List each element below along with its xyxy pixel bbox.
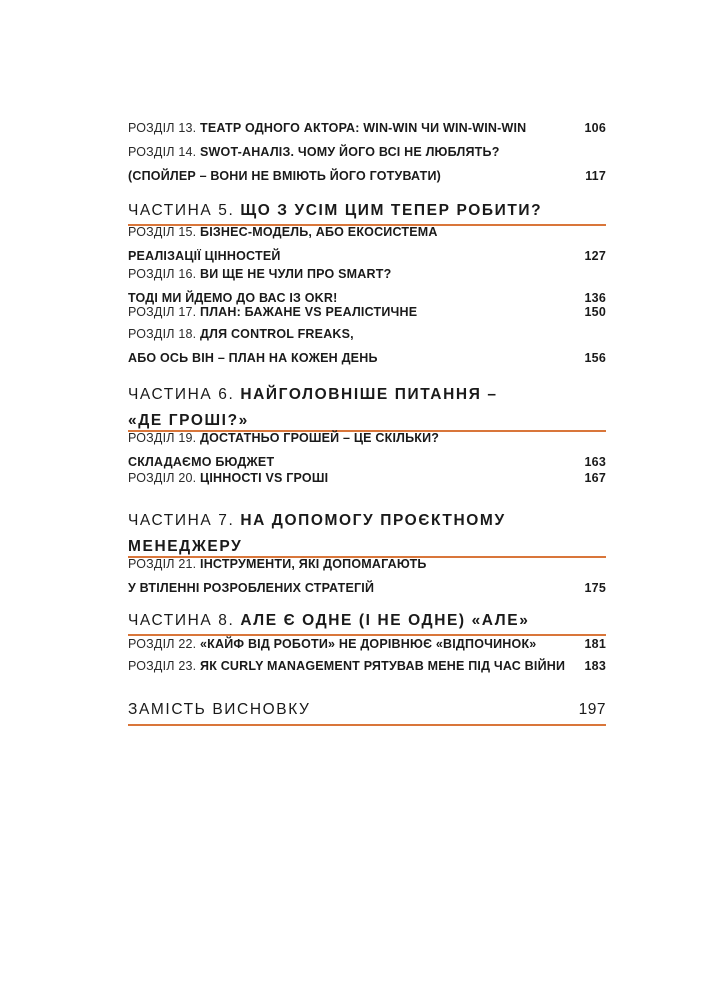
toc-line [128, 466, 606, 490]
page-number: 156 [584, 351, 606, 365]
toc-text [128, 426, 439, 450]
toc-line [128, 262, 606, 286]
toc-entry-section-21[interactable] [128, 552, 606, 600]
part-title-continued: «ДЕ ГРОШІ?» [128, 412, 249, 429]
section-title: ЦІННОСТІ VS ГРОШІ [200, 471, 329, 485]
section-title-continued: АБО ОСЬ ВІН – ПЛАН НА КОЖЕН ДЕНЬ [128, 351, 378, 365]
section-title: SWOT-АНАЛІЗ. ЧОМУ ЙОГО ВСІ НЕ ЛЮБЛЯТЬ? [200, 145, 500, 159]
section-title: «КАЙФ ВІД РОБОТИ» НЕ ДОРІВНЮЄ «ВІДПОЧИНОК» [200, 637, 537, 651]
section-title: ДЛЯ CONTROL FREAKS, [200, 327, 354, 341]
section-title: ІНСТРУМЕНТИ, ЯКІ ДОПОМАГАЮТЬ [200, 557, 427, 571]
toc-entry-section-13[interactable] [128, 116, 606, 140]
part-title: НА ДОПОМОГУ ПРОЄКТНОМУ [240, 512, 506, 529]
toc-line [128, 552, 606, 576]
page-number: 150 [584, 305, 606, 319]
toc-closing-entry[interactable] [128, 697, 606, 723]
toc-text [128, 262, 391, 286]
toc-line [128, 140, 606, 164]
toc-line [128, 322, 606, 346]
toc-line [128, 164, 606, 188]
section-title: ТЕАТР ОДНОГО АКТОРА: WIN-WIN ЧИ WIN-WIN-WIN [200, 121, 527, 135]
toc-line [128, 632, 606, 656]
page-number: 106 [584, 121, 606, 135]
toc-entry-section-23[interactable] [128, 654, 606, 678]
section-title-continued: (СПОЙЛЕР – ВОНИ НЕ ВМІЮТЬ ЙОГО ГОТУВАТИ) [128, 169, 442, 183]
section-prefix: РОЗДІЛ 15. [128, 225, 197, 239]
section-title: ПЛАН: БАЖАНЕ VS РЕАЛІСТИЧНЕ [200, 305, 418, 319]
toc-part-8[interactable] [128, 608, 606, 634]
toc-text [128, 552, 427, 576]
page-number: 117 [585, 169, 606, 183]
section-prefix: РОЗДІЛ 13. [128, 121, 197, 135]
toc-text [128, 632, 536, 656]
toc-entry-section-20[interactable] [128, 466, 606, 490]
section-prefix: РОЗДІЛ 16. [128, 267, 197, 281]
section-title: ВИ ЩЕ НЕ ЧУЛИ ПРО SMART? [200, 267, 392, 281]
part-prefix: ЧАСТИНА 7. [128, 512, 235, 529]
page-number: 136 [584, 291, 606, 305]
section-prefix: РОЗДІЛ 14. [128, 145, 197, 159]
closing-divider [128, 724, 606, 726]
page-number: 163 [584, 455, 606, 469]
toc-text [128, 466, 328, 490]
section-title: ДОСТАТНЬО ГРОШЕЙ – ЦЕ СКІЛЬКИ? [200, 431, 440, 445]
section-prefix: РОЗДІЛ 21. [128, 557, 197, 571]
part-title: НАЙГОЛОВНІШЕ ПИТАННЯ – [240, 386, 498, 403]
toc-line [128, 576, 606, 600]
section-prefix: РОЗДІЛ 22. [128, 637, 197, 651]
toc-text [128, 322, 354, 346]
part-heading [128, 608, 606, 634]
part-title: ЩО З УСІМ ЦИМ ТЕПЕР РОБИТИ? [240, 202, 543, 219]
toc-entry-section-18[interactable] [128, 322, 606, 370]
part-prefix: ЧАСТИНА 6. [128, 386, 235, 403]
section-title: ЯК CURLY MANAGEMENT РЯТУВАВ МЕНЕ ПІД ЧАС ВІЙНИ [200, 659, 566, 673]
toc-entry-section-17[interactable] [128, 300, 606, 324]
section-prefix: РОЗДІЛ 17. [128, 305, 197, 319]
section-title-continued: СКЛАДАЄМО БЮДЖЕТ [128, 455, 275, 469]
part-prefix: ЧАСТИНА 8. [128, 612, 235, 629]
page-number: 183 [584, 659, 606, 673]
part-heading [128, 508, 606, 534]
closing-title: ЗАМІСТЬ ВИСНОВКУ [128, 701, 311, 718]
toc-entry-section-22[interactable] [128, 632, 606, 656]
toc-entry-section-14[interactable] [128, 140, 606, 188]
page-number: 127 [584, 249, 606, 263]
toc-line [128, 116, 606, 140]
page-number: 197 [578, 701, 606, 718]
toc-line [128, 220, 606, 244]
part-title: АЛЕ Є ОДНЕ (І НЕ ОДНЕ) «АЛЕ» [240, 612, 530, 629]
section-title-continued: РЕАЛІЗАЦІЇ ЦІННОСТЕЙ [128, 249, 281, 263]
part-title-continued: МЕНЕДЖЕРУ [128, 538, 243, 555]
page-number: 175 [584, 581, 606, 595]
toc-text [128, 300, 417, 324]
section-prefix: РОЗДІЛ 18. [128, 327, 197, 341]
toc-text [128, 140, 500, 164]
part-prefix: ЧАСТИНА 5. [128, 202, 235, 219]
section-prefix: РОЗДІЛ 23. [128, 659, 197, 673]
toc-line [128, 346, 606, 370]
toc-line [128, 426, 606, 450]
toc-line [128, 300, 606, 324]
toc-entry-section-15[interactable] [128, 220, 606, 268]
page-number: 167 [584, 471, 606, 485]
section-title-continued: ТОДІ МИ ЙДЕМО ДО ВАС ІЗ OKR! [128, 291, 338, 305]
section-title-continued: У ВТІЛЕННІ РОЗРОБЛЕНИХ СТРАТЕГІЙ [128, 581, 375, 595]
part-heading [128, 382, 606, 408]
toc-text [128, 116, 526, 140]
section-prefix: РОЗДІЛ 20. [128, 471, 197, 485]
toc-text [128, 654, 565, 678]
toc-text [128, 220, 438, 244]
toc-line [128, 654, 606, 678]
section-prefix: РОЗДІЛ 19. [128, 431, 197, 445]
section-title: БІЗНЕС-МОДЕЛЬ, АБО ЕКОСИСТЕМА [200, 225, 438, 239]
page-number: 181 [584, 637, 606, 651]
